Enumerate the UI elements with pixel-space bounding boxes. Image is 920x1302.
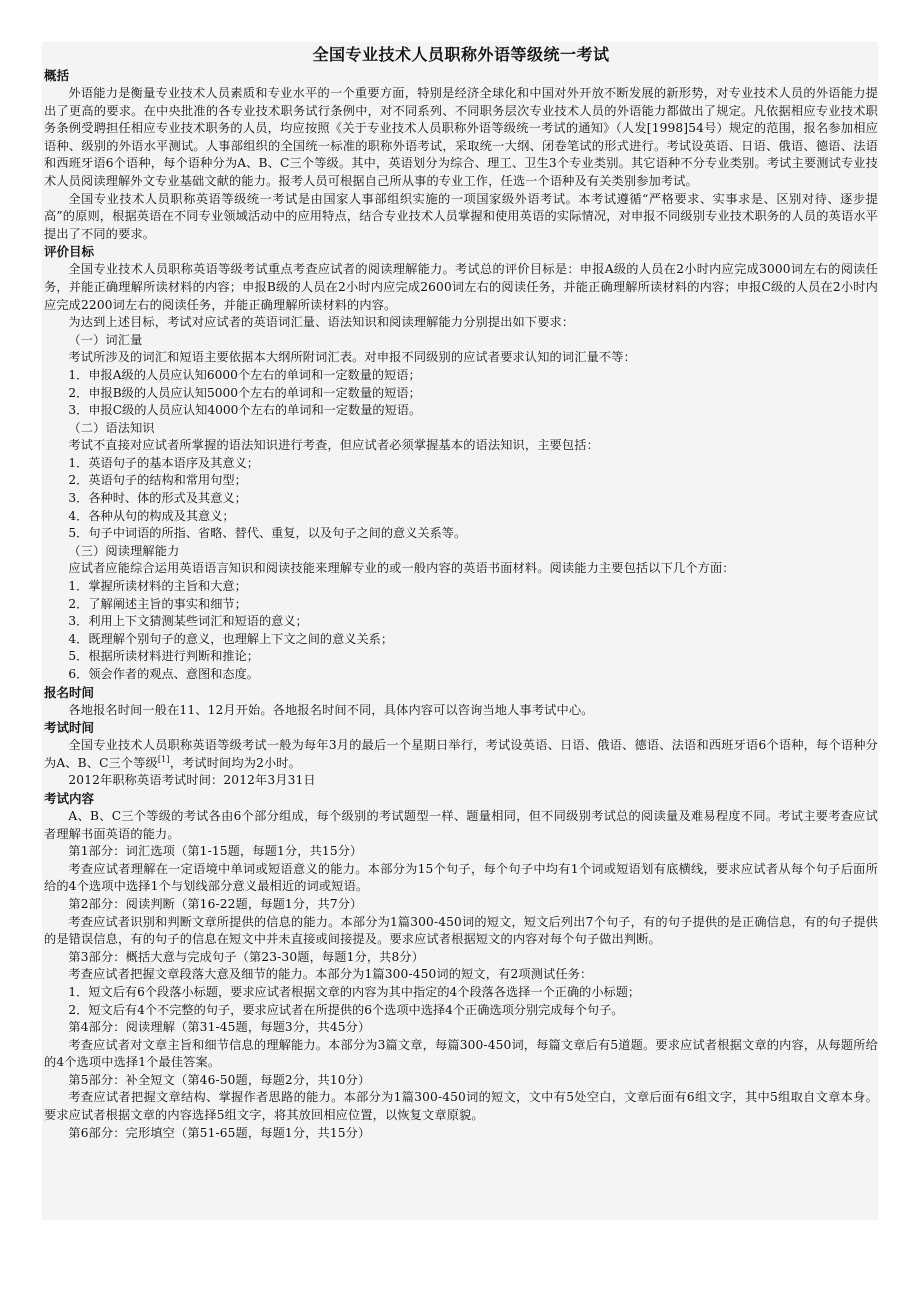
exam-time-paragraph-2: 2012年职称英语考试时间：2012年3月31日 [68,773,316,788]
page-title: 全国专业技术人员职称外语等级统一考试 [312,45,610,64]
list-item: 5．句子中词语的所指、省略、替代、重复，以及句子之间的意义关系等。 [68,526,467,541]
list-item: 4．各种从句的构成及其意义； [68,508,235,523]
exam-time-paragraph-1 [44,737,878,772]
section-heading-overview: 概括 [44,68,70,83]
footnote-ref-link[interactable]: [1] [157,754,170,764]
exam-time-text-end: ，考试时间均为2小时。 [169,755,301,770]
part5-description: 考查应试者把握文章结构、掌握作者思路的能力。本部分为1篇300-450词的短文，文中有5处空白，文章后面有6组文字，其中5组取自文章本身。要求应试者根据文章的内容选择5组文字，将其放回相应位置，以恢复文章原貌。 [44,1090,878,1123]
list-item: 3．利用上下文猜测某些词汇和短语的意义； [68,614,308,629]
reading-intro: 应试者应能综合运用英语语言知识和阅读技能来理解专业的或一般内容的英语书面材料。阅读能力主要包括以下几个方面： [68,561,735,576]
list-item: 3．各种时、体的形式及其意义； [68,491,247,506]
part1-description: 考查应试者理解在一定语境中单词或短语意义的能力。本部分为15个句子，每个句子中均有1个词或短语划有底横线，要求应试者从每个句子后面所给的4个选项中选择1个与划线部分意义最相近的词或短语。 [44,861,878,894]
list-item: 5．根据所读材料进行判断和推论； [68,649,259,664]
list-item: 1．掌握所读材料的主旨和大意； [68,579,247,594]
part3-description: 考查应试者把握文章段落大意及细节的能力。本部分为1篇300-450词的短文，有2项测试任务： [68,967,593,982]
exam-time-text: 全国专业技术人员职称英语等级考试一般为每年3月的最后一个星期日举行，考试设英语、日语、俄语、德语、法语和西班牙语6个语种，每个语种分为A、B、C三个等级 [44,738,878,770]
list-item: 3．申报C级的人员应认知4000个左右的单词和一定数量的短语。 [68,403,422,418]
list-item: 1．英语句子的基本语序及其意义； [68,455,259,470]
list-item: 2．短文后有4个不完整的句子，要求应试者在所提供的6个选项中选择4个正确选项分别完成每个句子。 [68,1002,624,1017]
section-heading-content: 考试内容 [44,790,95,806]
list-item: 1．短文后有6个段落小标题，要求应试者根据文章的内容为其中指定的4个段落各选择一个正确的小标题； [68,984,641,999]
section-heading-registration: 报名时间 [44,684,95,700]
part1-title: 第1部分：词汇选项（第1-15题，每题1分，共15分） [68,844,363,859]
overview-paragraph-1: 外语能力是衡量专业技术人员素质和专业水平的一个重要方面，特别是经济全球化和中国对外开放不断发展的新形势，对专业技术人员的外语能力提出了更高的要求。在中央批准的各专业技术职务试行条例中，对不同系列、不同职务层次专业技术人员的外语能力都做出了规定。凡依据相应专业技术职务条例受聘担任相应专业技术职务的人员，均应按照《关于专业技术人员职称外语等级统一考试的通知》（人发[1998]54号）规定的范围，报名参加相应语种、级别的外语水平测试。人事部组织的全国统一标准的职称外语考试，采取统一大纲、闭卷笔试的形式进行。考试设英语、日语、俄语、德语、法语和西班牙语6个语种，每个语种分为A、B、C三个等级。其中，英语划分为综合、理工、卫生3个专业类别。其它语种不分专业类别。考试主要测试专业技术人员阅读理解外文专业基础文献的能力。报考人员可根据自己所从事的专业工作，任选一个语种及有关类别参加考试。 [44,86,878,188]
goals-paragraph-1: 全国专业技术人员职称英语等级考试重点考查应试者的阅读理解能力。考试总的评价目标是：申报A级的人员在2小时内应完成3000词左右的阅读任务，并能正确理解所读材料的内容；申报B级的人员在2小时内应完成2600词左右的阅读任务，并能正确理解所读材料的内容；申报C级的人员在2小时内应完成2200词左右的阅读任务，并能正确理解所读材料的内容。 [44,262,878,312]
part2-description: 考查应试者识别和判断文章所提供的信息的能力。本部分为1篇300-450词的短文，短文后列出7个句子，有的句子提供的是正确信息，有的句子提供的是错误信息，有的句子的信息在短文中并未直接或间接提及。要求应试者根据短文的内容对每个句子做出判断。 [44,914,878,947]
section-heading-goals: 评价目标 [44,244,95,260]
document-page [42,42,878,1220]
vocab-intro: 考试所涉及的词汇和短语主要依据本大纲所附词汇表。对申报不同级别的应试者要求认知的词汇量不等： [68,350,636,365]
grammar-intro: 考试不直接对应试者所掌握的语法知识进行考查，但应试者必须掌握基本的语法知识，主要包括： [68,438,599,453]
part6-title: 第6部分：完形填空（第51-65题，每题1分，共15分） [68,1125,371,1140]
vocab-heading: （一）词汇量 [68,332,143,347]
content-intro: A、B、C三个等级的考试各由6个部分组成，每个级别的考试题型一样、题量相同，但不同级别考试总的阅读量及难易程度不同。考试主要考查应试者理解书面英语的能力。 [44,808,878,841]
goals-paragraph-2: 为达到上述目标，考试对应试者的英语词汇量、语法知识和阅读理解能力分别提出如下要求： [68,315,575,330]
list-item: 6．领会作者的观点、意图和态度。 [68,667,259,681]
part4-title: 第4部分：阅读理解（第31-45题，每题3分，共45分） [68,1020,371,1035]
list-item: 2．申报B级的人员应认知5000个左右的单词和一定数量的短语； [68,385,421,400]
list-item: 2．英语句子的结构和常用句型； [68,473,247,488]
section-heading-exam-time: 考试时间 [44,720,95,736]
reading-list [44,578,878,684]
overview-paragraph-2: 全国专业技术人员职称英语等级统一考试是由国家人事部组织实施的一项国家级外语考试。本考试遵循“严格要求、实事求是、区别对待、逐步提高”的原则，根据英语在不同专业领域活动中的应用特点，结合专业技术人员掌握和使用英语的实际情况，对申报不同级别专业技术职务的人员的英语水平提出了不同的要求。 [44,191,878,241]
registration-paragraph: 各地报名时间一般在11、12月开始。各地报名时间不同，具体内容可以咨询当地人事考试中心。 [68,702,594,717]
grammar-list [44,455,878,543]
list-item: 1．申报A级的人员应认知6000个左右的单词和一定数量的短语； [68,367,421,382]
part3-list [44,984,878,1019]
reading-heading: （三）阅读理解能力 [68,543,180,558]
part5-title: 第5部分：补全短文（第46-50题，每题2分，共10分） [68,1072,371,1087]
list-item: 4．既理解个别句子的意义，也理解上下文之间的意义关系； [68,631,394,646]
part3-title: 第3部分：概括大意与完成句子（第23-30题，每题1分，共8分） [68,949,425,964]
grammar-heading: （二）语法知识 [68,420,155,435]
part2-title: 第2部分：阅读判断（第16-22题，每题1分，共7分） [68,896,363,911]
list-item: 2．了解阐述主旨的事实和细节； [68,596,247,611]
vocab-list [44,367,878,420]
part4-description: 考查应试者对文章主旨和细节信息的理解能力。本部分为3篇文章，每篇300-450词，每篇文章后有5道题。要求应试者根据文章的内容，从每题所给的4个选项中选择1个最佳答案。 [44,1037,878,1070]
